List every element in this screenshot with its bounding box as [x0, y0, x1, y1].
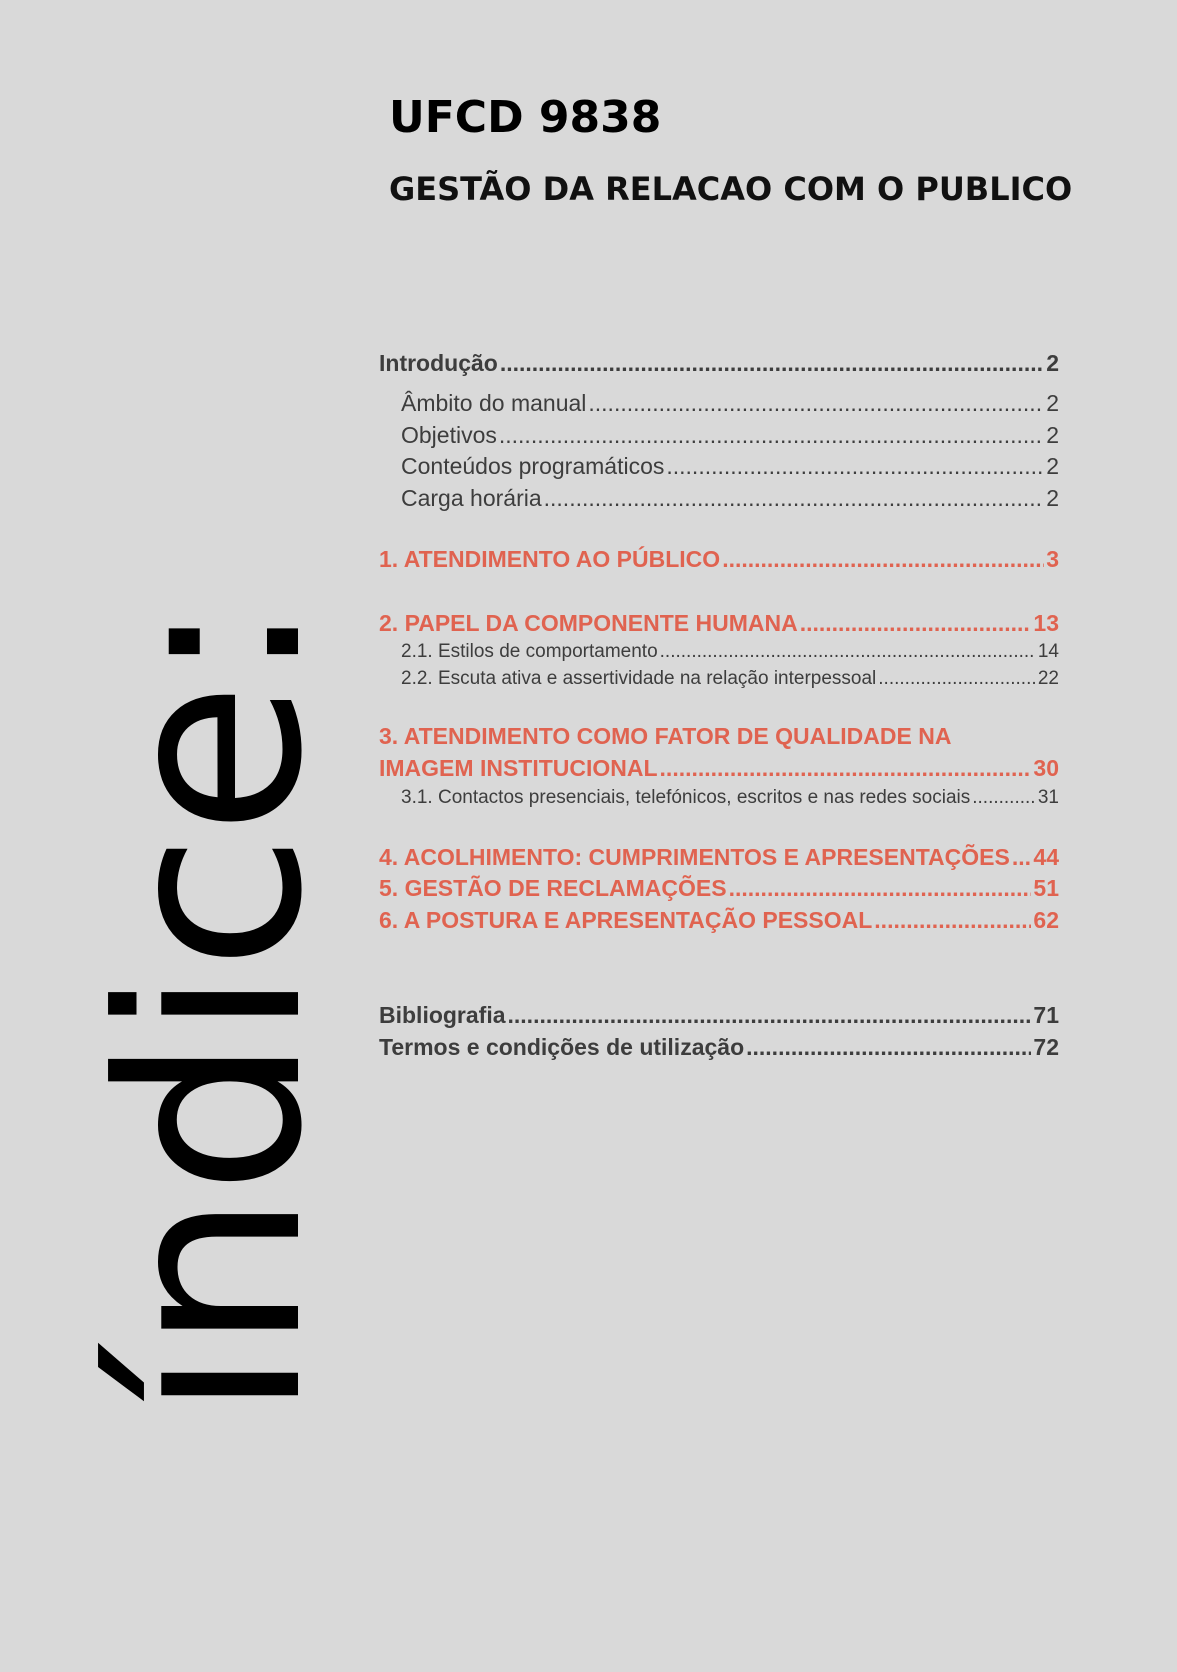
- toc-leader-dots: [800, 610, 1032, 637]
- toc-entry-chapter-6[interactable]: [379, 907, 1059, 939]
- toc-label: 2.1. Estilos de comportamento: [401, 641, 658, 662]
- toc-page-number: 3: [1046, 546, 1059, 572]
- course-code: UFCD 9838: [389, 92, 662, 143]
- toc-page-number: 51: [1033, 875, 1059, 901]
- toc-entry-carga-horaria[interactable]: [379, 485, 1059, 517]
- toc-entry-chapter-5[interactable]: [379, 875, 1059, 907]
- toc-page-number: 2: [1046, 350, 1059, 376]
- toc-label: IMAGEM INSTITUCIONAL: [379, 755, 658, 781]
- toc-leader-dots: [1012, 844, 1032, 871]
- toc-label: 4. ACOLHIMENTO: CUMPRIMENTOS E APRESENTAÇÕES: [379, 843, 1010, 870]
- toc-label: Bibliografia: [379, 1002, 506, 1028]
- toc-page-number: 2: [1046, 453, 1059, 479]
- toc-entry-chapter-3-line1[interactable]: 3. ATENDIMENTO COMO FATOR DE QUALIDADE NA: [379, 723, 952, 749]
- toc-leader-dots: [746, 1034, 1031, 1061]
- toc-label: Carga horária: [401, 484, 542, 511]
- course-title: GESTÃO DA RELACAO COM O PUBLICO: [389, 170, 1073, 208]
- toc-page-number: 72: [1033, 1034, 1059, 1060]
- toc-leader-dots: [544, 485, 1045, 512]
- toc-label: 2.2. Escuta ativa e assertividade na relação interpessoal: [401, 668, 877, 689]
- toc-leader-dots: [499, 422, 1044, 449]
- toc-leader-dots: [729, 875, 1032, 902]
- toc-leader-dots: [508, 1002, 1032, 1029]
- toc-leader-dots: [878, 668, 1036, 690]
- toc-page-number: 62: [1033, 906, 1059, 933]
- toc-leader-dots: [660, 755, 1032, 782]
- toc-leader-dots: [666, 453, 1044, 480]
- toc-entry-section-2-1[interactable]: [379, 641, 1059, 668]
- toc-entry-introducao[interactable]: [379, 350, 1059, 382]
- toc-page-number: 2: [1046, 484, 1059, 511]
- toc-page-number: 71: [1033, 1002, 1059, 1028]
- toc-entry-conteudos[interactable]: [379, 453, 1059, 485]
- toc-page-number: 31: [1037, 786, 1059, 808]
- toc-entry-ambito[interactable]: [379, 390, 1059, 422]
- toc-label: Conteúdos programáticos: [401, 453, 665, 479]
- toc-leader-dots: [722, 546, 1044, 573]
- toc-leader-dots: [660, 641, 1036, 663]
- toc-label: 3.1. Contactos presenciais, telefónicos, escritos e nas redes sociais: [401, 786, 971, 808]
- index-vertical-title: índice:: [66, 601, 357, 1419]
- toc-label: Âmbito do manual: [401, 390, 587, 416]
- toc-page-number: 14: [1037, 641, 1059, 662]
- toc-entry-objetivos[interactable]: [379, 422, 1059, 454]
- toc-leader-dots: [874, 907, 1031, 934]
- toc-label: Introdução: [379, 350, 498, 376]
- toc-entry-termos[interactable]: [379, 1034, 1059, 1066]
- toc-leader-dots: [972, 787, 1036, 809]
- toc-page-number: 13: [1033, 609, 1059, 636]
- toc-page-number: 44: [1033, 843, 1059, 870]
- toc-entry-chapter-3[interactable]: [379, 755, 1059, 787]
- toc-label: Objetivos: [401, 421, 497, 448]
- toc-label: 5. GESTÃO DE RECLAMAÇÕES: [379, 875, 727, 901]
- toc-entry-section-2-2[interactable]: [379, 668, 1059, 695]
- toc-label: Termos e condições de utilização: [379, 1034, 745, 1060]
- toc-label: 1. ATENDIMENTO AO PÚBLICO: [379, 546, 721, 572]
- toc-entry-chapter-2[interactable]: [379, 610, 1059, 642]
- toc-entry-chapter-4[interactable]: [379, 844, 1059, 876]
- toc-leader-dots: [588, 390, 1044, 417]
- toc-entry-section-3-1[interactable]: [379, 787, 1059, 814]
- toc-page-number: 2: [1046, 390, 1059, 416]
- toc-leader-dots: [500, 350, 1044, 377]
- toc-label: 2. PAPEL DA COMPONENTE HUMANA: [379, 609, 798, 636]
- table-of-contents: [379, 350, 1059, 1066]
- toc-entry-bibliografia[interactable]: [379, 1002, 1059, 1034]
- toc-label: 6. A POSTURA E APRESENTAÇÃO PESSOAL: [379, 906, 873, 933]
- toc-entry-chapter-1[interactable]: [379, 546, 1059, 578]
- toc-page-number: 22: [1037, 668, 1059, 689]
- toc-page-number: 2: [1046, 421, 1059, 448]
- toc-page-number: 30: [1033, 755, 1059, 781]
